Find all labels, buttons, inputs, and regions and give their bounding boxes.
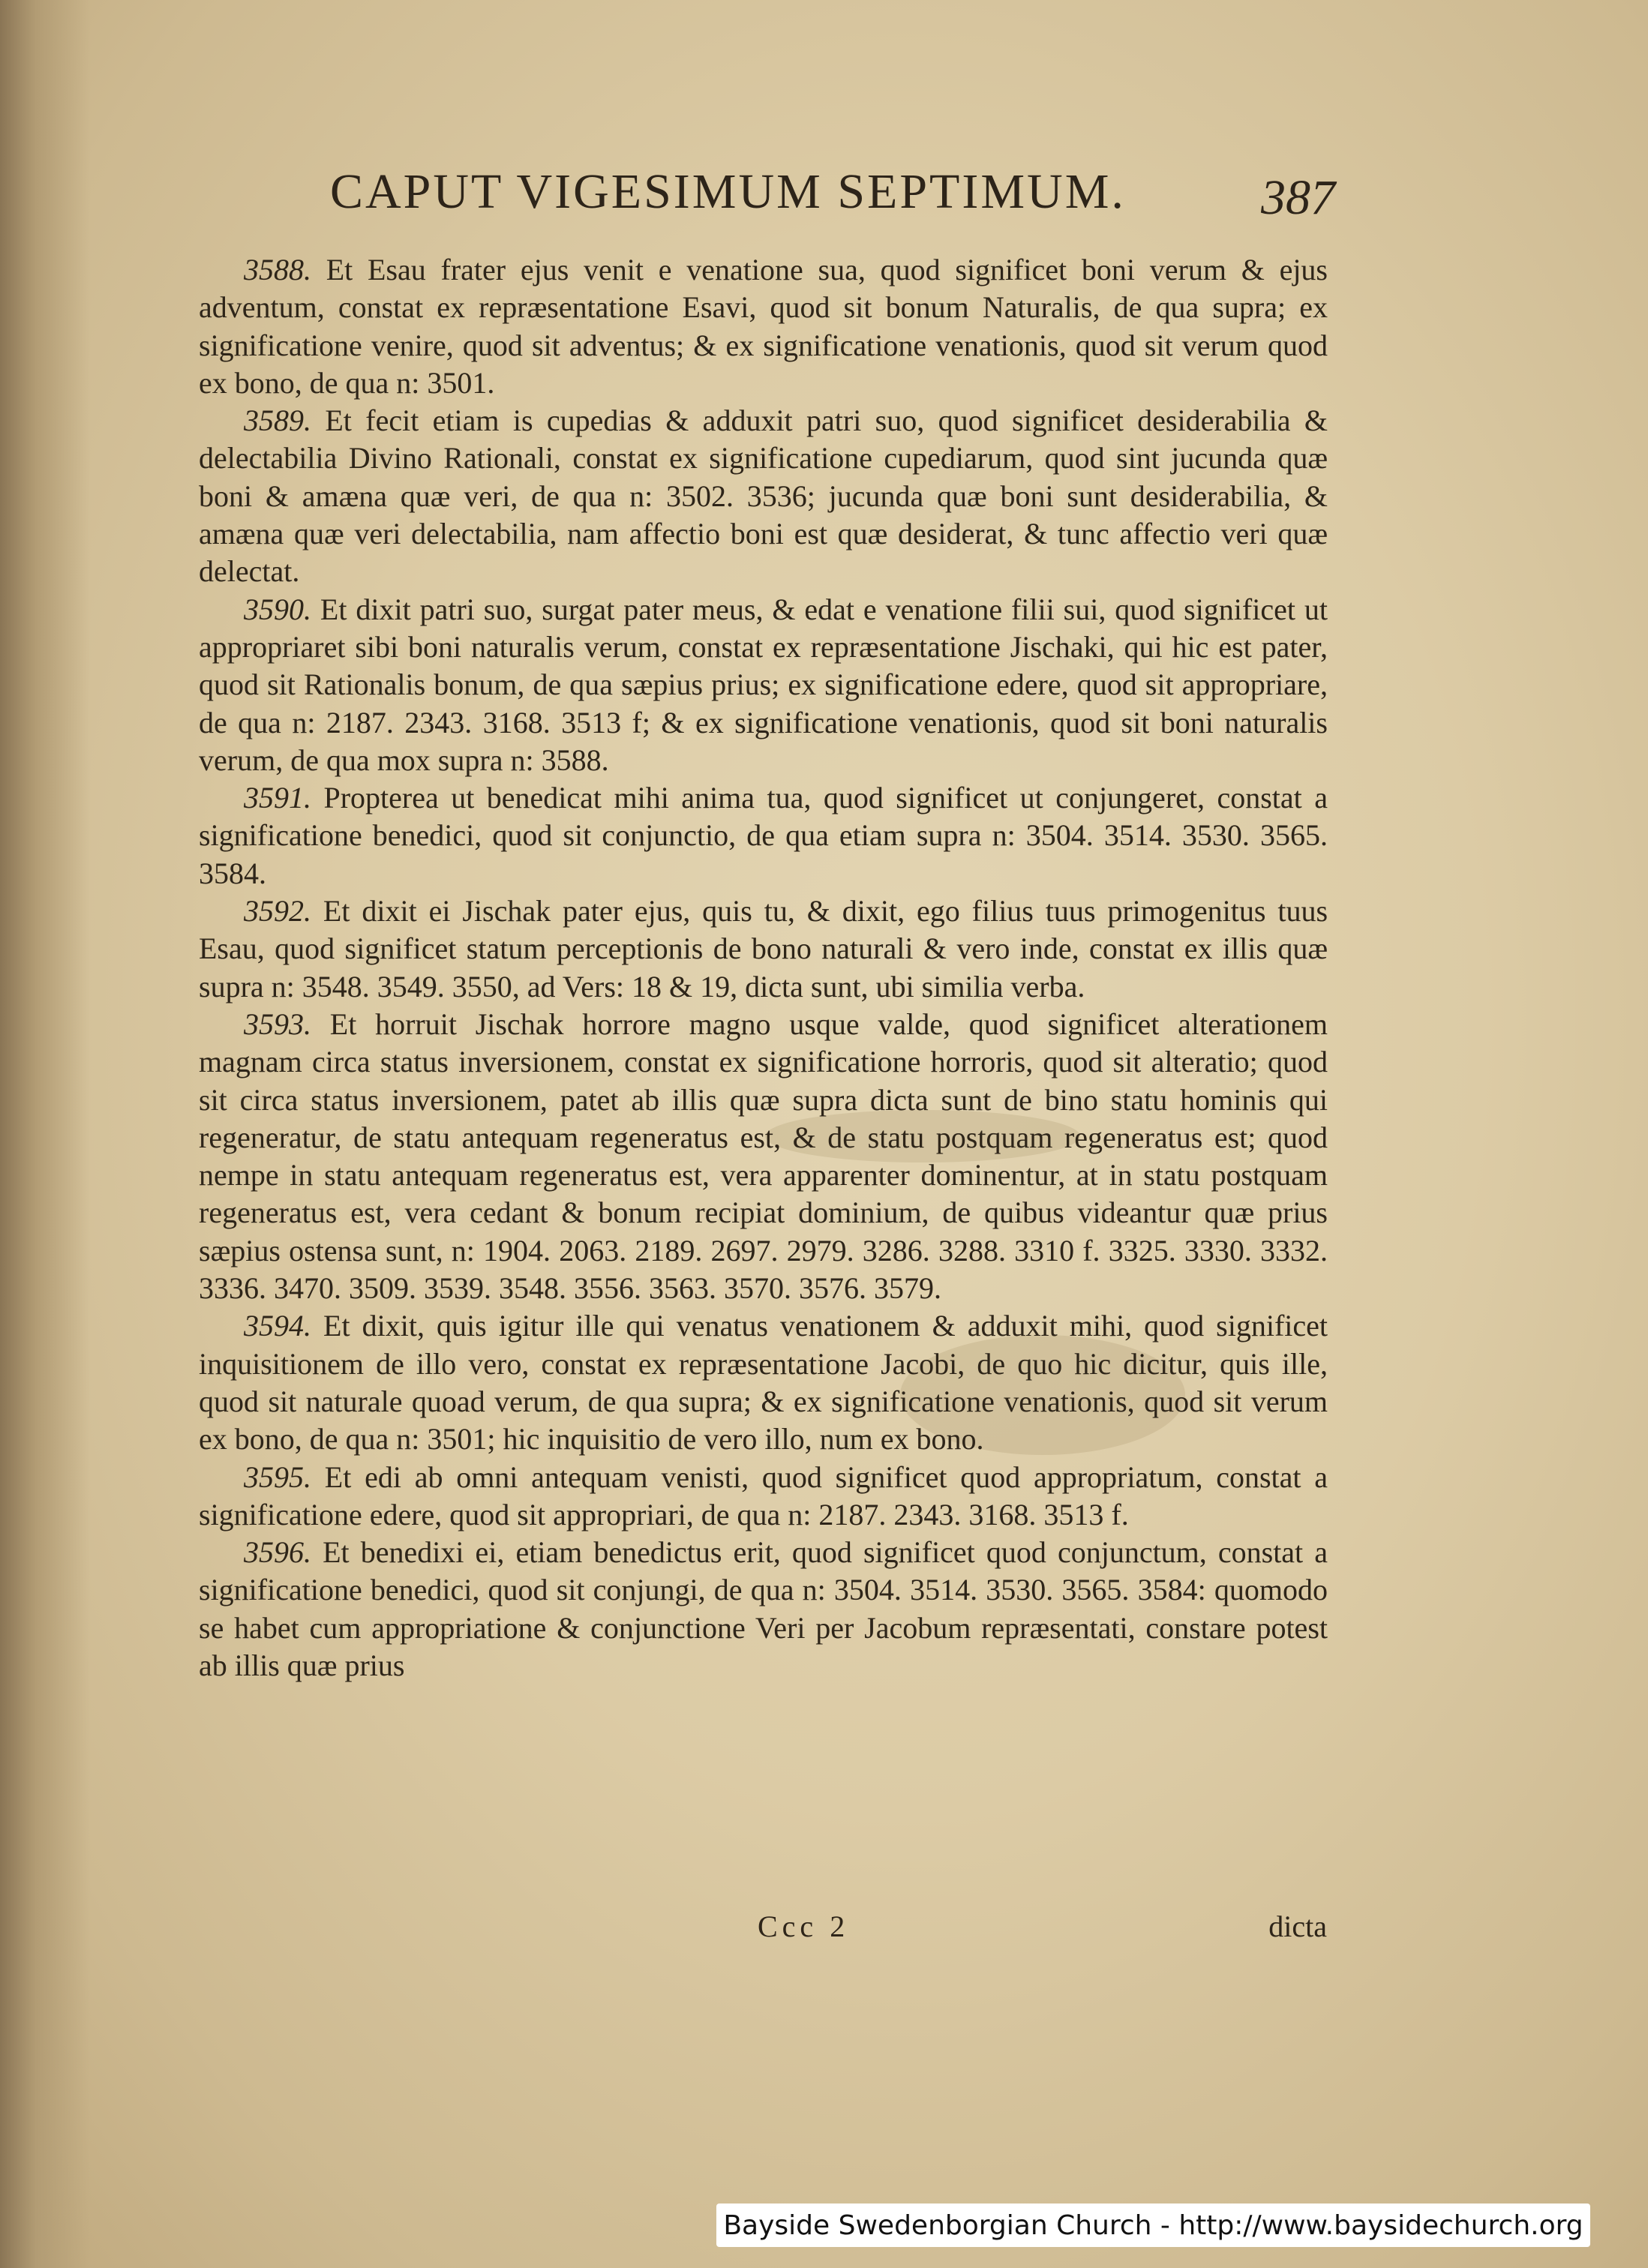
paragraph-3593	[199, 1006, 1328, 1307]
paragraph-text: Et edi ab omni antequam venisti, quod significet quod appropriatum, constat a significatione edere, quod sit appropriari, de qua n: 2187. 2343. 3168. 3513 f.	[199, 1460, 1328, 1532]
paragraph-number: 3596.	[244, 1535, 311, 1570]
signature-mark: Ccc 2	[758, 1910, 850, 1943]
paragraph-number: 3591.	[244, 781, 311, 815]
paragraph-3596	[199, 1534, 1328, 1684]
paragraph-text: Et dixit ei Jischak pater ejus, quis tu, & dixit, ego filius tuus primogenitus tuus Esau, quod significet statum perceptionis de bono naturali & vero inde, constat ex illis quæ supra n: 3548. 3549. 3550, ad Vers: 18 & 19, dicta sunt, ubi similia verba.	[199, 894, 1328, 1004]
paragraph-3594	[199, 1307, 1328, 1458]
paragraph-number: 3589.	[244, 404, 311, 438]
paragraph-3589	[199, 402, 1328, 590]
paragraph-number: 3593.	[244, 1006, 311, 1041]
paragraph-number: 3590.	[244, 592, 311, 626]
paragraph-text: Et dixit patri suo, surgat pater meus, & edat e venatione filii sui, quod significet ut appropriaret sibi boni naturalis verum, constat ex repræsentatione Jischaki, qui hic est pater, quod sit Rationalis bonum, de qua sæpius prius; ex significatione edere, quod sit appropriare, de qua n: 2187. 2343. 3168. 3513 f; & ex significatione venationis, quod sit boni naturalis verum, de qua mox supra n: 3588.	[199, 592, 1328, 777]
paragraph-number: 3592.	[244, 894, 311, 928]
catchword: dicta	[1268, 1910, 1327, 1943]
page-number: 387	[1261, 170, 1335, 225]
running-title: CAPUT VIGESIMUM SEPTIMUM.	[330, 164, 1126, 219]
paragraph-3591	[199, 779, 1328, 892]
paragraph-text: Et horruit Jischak horrore magno usque valde, quod significet alterationem magnam circa status inversionem, constat ex significatione horroris, quod sit alteratio; quod sit circa status inversionem, patet ab illis quæ supra dicta sunt de bino statu hominis qui regeneratur, de statu antequam regeneratus est, & de statu postquam regeneratus est; quod nempe in statu antequam regeneratus est, vera apparenter dominentur, at in statu postquam regeneratus est, vera cedant & bonum recipiat dominium, de quibus videantur quæ prius sæpius ostensa sunt, n: 1904. 2063. 2189. 2697. 2979. 3286. 3288. 3310 f. 3325. 3330. 3332. 3336. 3470. 3509. 3539. 3548. 3556. 3563. 3570. 3576. 3579.	[199, 1006, 1328, 1306]
paragraph-text: Et Esau frater ejus venit e venatione sua, quod significet boni verum & ejus adventum, constat ex repræsentatione Esavi, quod sit bonum Naturalis, de qua supra; ex significatione venire, quod sit adventus; & ex significatione venationis, quod sit verum quod ex bono, de qua n: 3501.	[199, 253, 1328, 400]
page-gutter-shadow	[0, 0, 90, 2268]
paragraph-number: 3588.	[244, 253, 311, 286]
paragraph-number: 3595.	[244, 1460, 311, 1494]
paragraph-text: Et dixit, quis igitur ille qui venatus venationem & adduxit mihi, quod significet inquisitionem de illo vero, constat ex repræsentatione Jacobi, de quo hic dicitur, quis ille, quod sit naturale quoad verum, de qua supra; & ex significatione venationis, quod sit verum ex bono, de qua n: 3501; hic inquisitio de vero illo, num ex bono.	[199, 1309, 1328, 1456]
paragraph-3588	[199, 251, 1328, 402]
body-text	[199, 251, 1328, 1684]
paragraph-text: Et benedixi ei, etiam benedictus erit, quod significet quod conjunctum, constat a significatione benedici, quod sit conjungi, de qua n: 3504. 3514. 3530. 3565. 3584: quomodo se habet cum appropriatione & conjunctione Veri per Jacobum repræsentati, constare potest ab illis quæ prius	[199, 1535, 1328, 1682]
paragraph-number: 3594.	[244, 1309, 311, 1343]
running-header	[330, 164, 1335, 246]
watermark-text: Bayside Swedenborgian Church - http://www.baysidechurch.org	[723, 2210, 1583, 2241]
paragraph-text: Et fecit etiam is cupedias & adduxit patri suo, quod significet desiderabilia & delectabilia Divino Rationali, constat ex significatione cupediarum, quod sint jucunda quæ boni & amæna quæ veri, de qua n: 3502. 3536; jucunda quæ boni sunt desiderabilia, & amæna quæ veri delectabilia, nam affectio boni est quæ desiderat, & tunc affectio veri quæ delectat.	[199, 404, 1328, 589]
paragraph-3595	[199, 1459, 1328, 1534]
watermark-banner	[716, 2204, 1590, 2247]
paragraph-3592	[199, 892, 1328, 1006]
paragraph-3590	[199, 591, 1328, 779]
paragraph-text: Propterea ut benedicat mihi anima tua, quod significet ut conjungeret, constat a significatione benedici, quod sit conjunctio, de qua etiam supra n: 3504. 3514. 3530. 3565. 3584.	[199, 781, 1328, 890]
